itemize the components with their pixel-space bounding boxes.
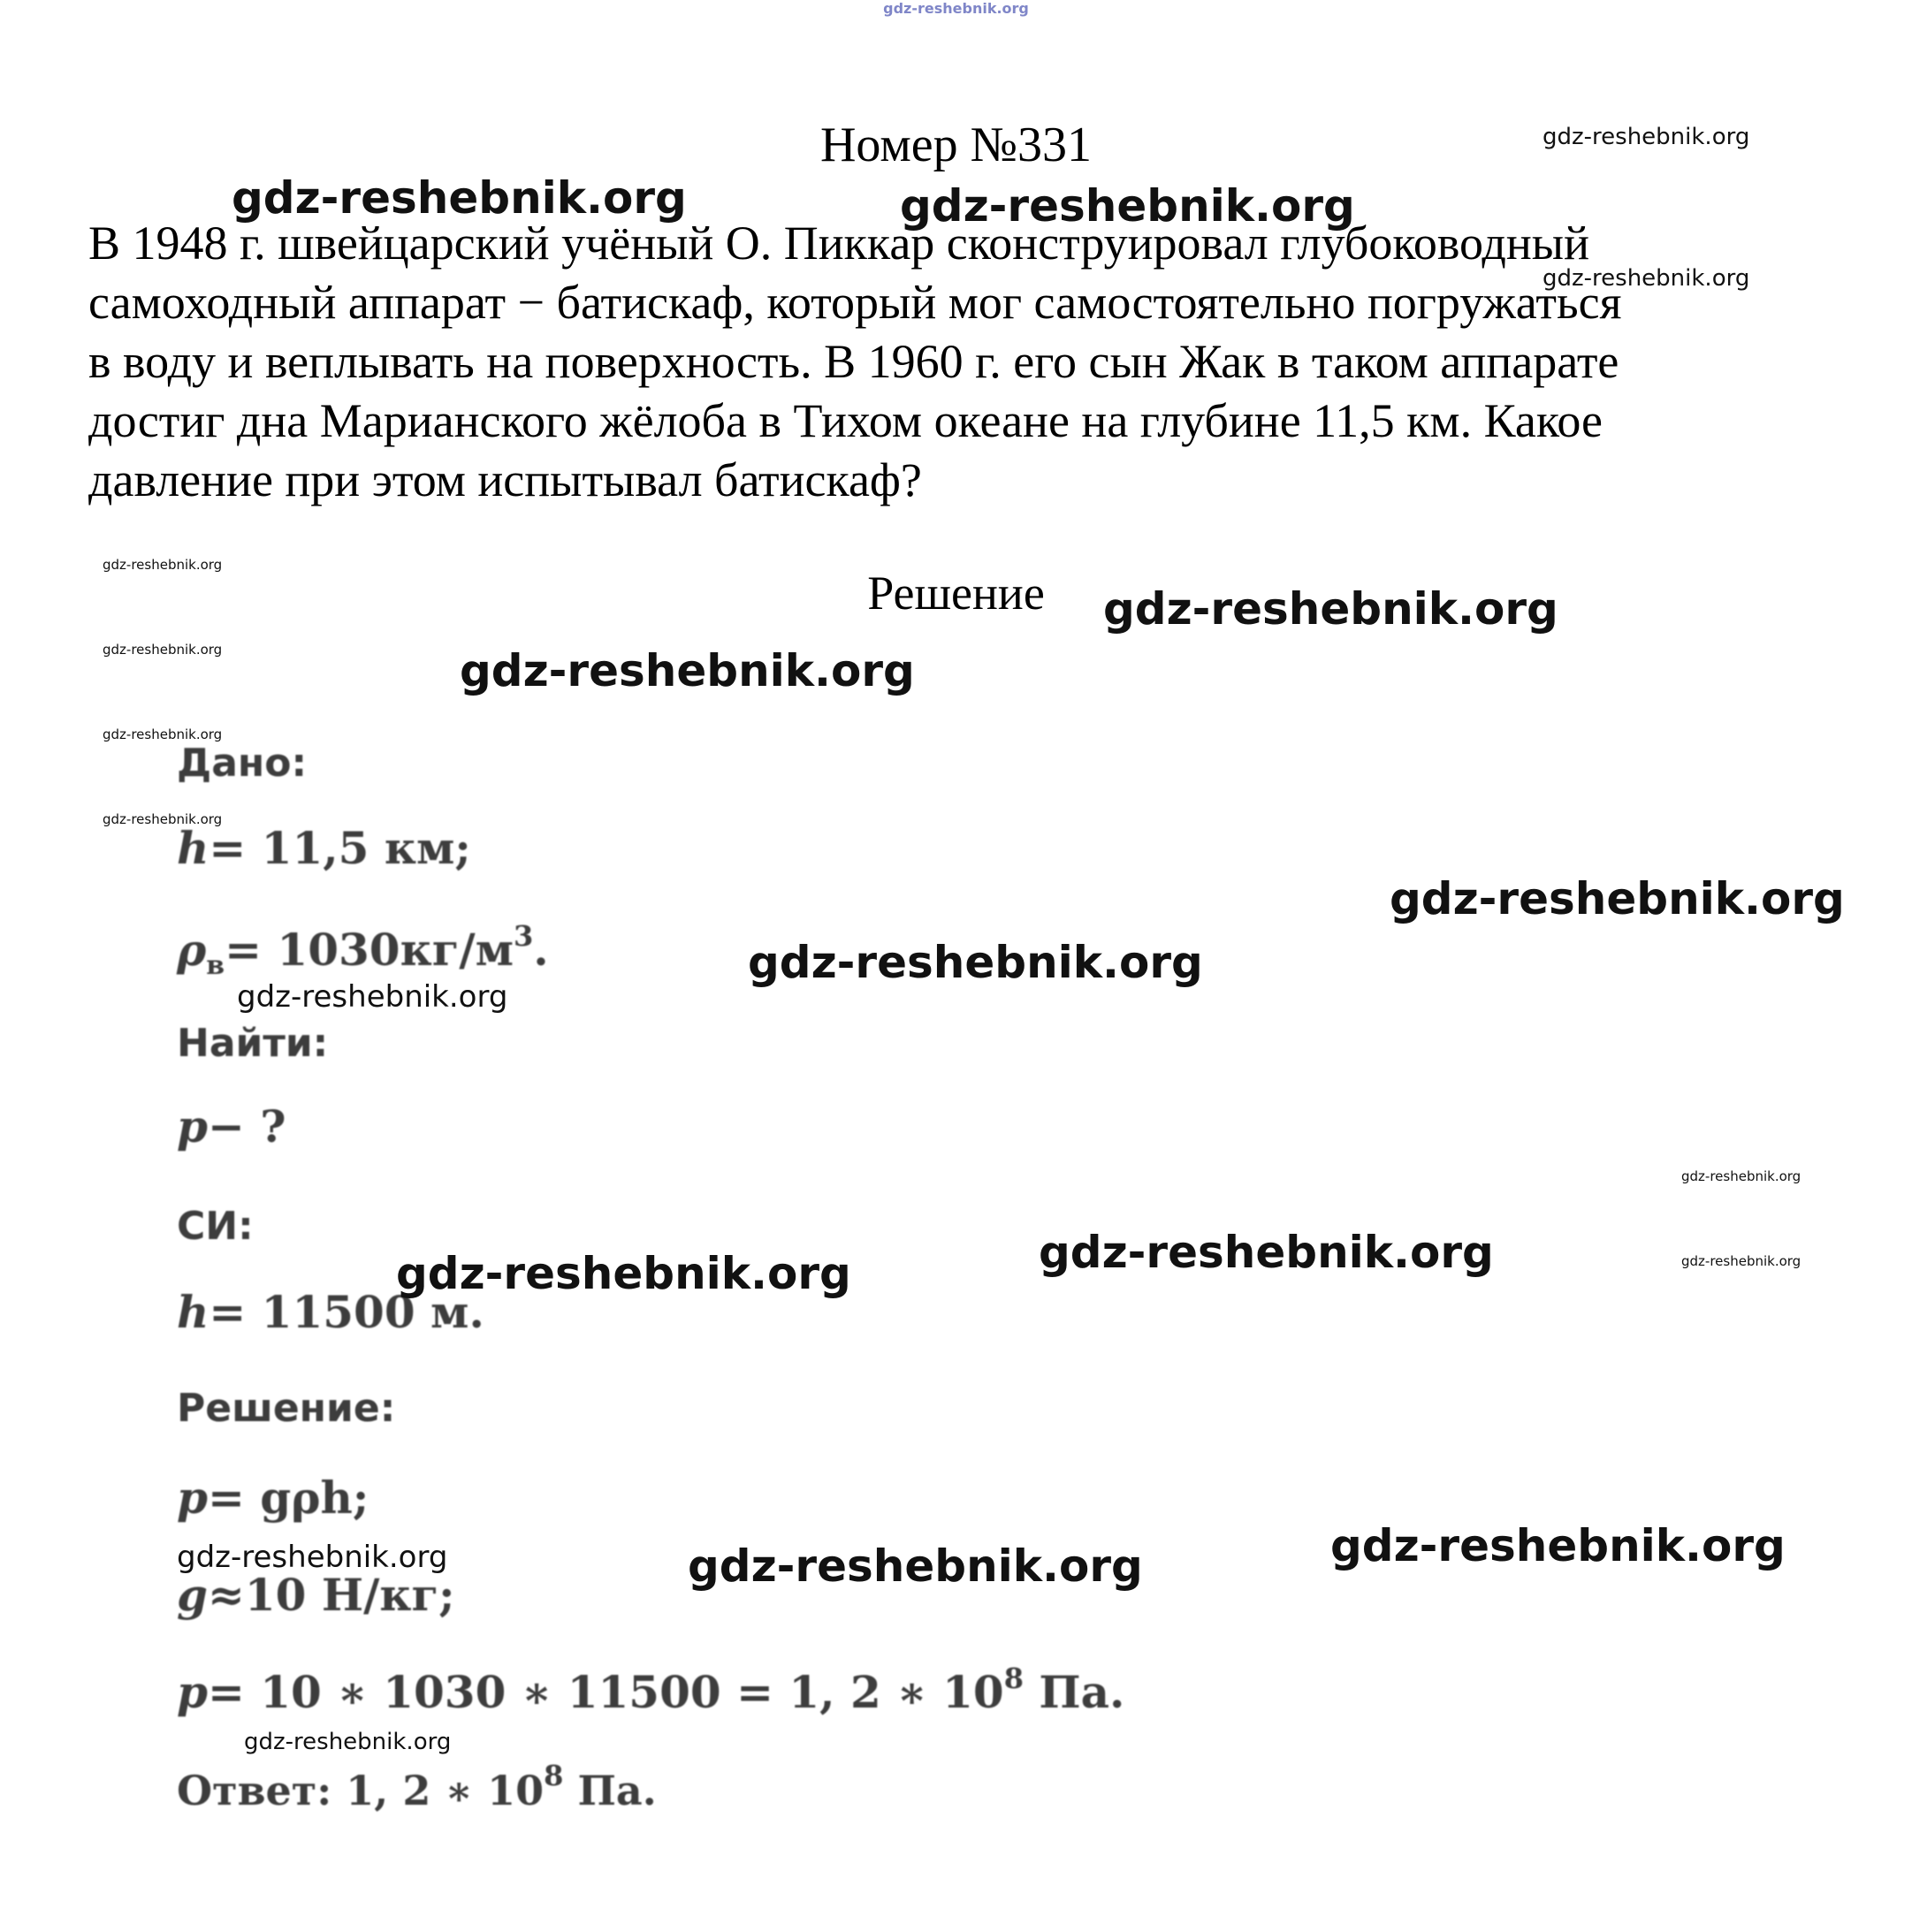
find-label: Найти: <box>177 1021 329 1066</box>
calculation <box>177 1662 1124 1718</box>
problem-line: в воду и веплывать на поверхность. В 1960 г. его сын Жак в таком аппарате <box>88 335 1619 388</box>
formula-p <box>177 1472 369 1524</box>
answer-unit: Па. <box>577 1767 657 1814</box>
problem-line: давление при этом испытывал батискаф? <box>88 453 922 506</box>
watermark: gdz-reshebnik.org <box>103 642 223 658</box>
h-si-value: = 11500 м. <box>209 1286 484 1338</box>
answer-exponent: 8 <box>544 1759 564 1792</box>
watermark: gdz-reshebnik.org <box>1330 1520 1786 1571</box>
symbol-p: p <box>177 1666 208 1718</box>
formula-rhs: = gρh; <box>207 1472 369 1524</box>
rho-value: = 1030кг/м <box>225 924 514 976</box>
top-watermark: gdz-reshebnik.org <box>883 0 1029 17</box>
watermark: gdz-reshebnik.org <box>232 172 687 224</box>
watermark: gdz-reshebnik.org <box>1390 873 1845 924</box>
answer <box>177 1759 657 1814</box>
watermark: gdz-reshebnik.org <box>1543 124 1750 150</box>
symbol-h: h <box>177 822 209 874</box>
watermark: gdz-reshebnik.org <box>244 1729 452 1755</box>
answer-text: Ответ: 1, 2 ∗ 10 <box>177 1767 545 1814</box>
problem-line: В 1948 г. швейцарский учёный О. Пиккар сконструировал глубоководный <box>88 217 1589 270</box>
symbol-p: p <box>177 1472 208 1524</box>
symbol-h: h <box>177 1286 209 1338</box>
watermark: gdz-reshebnik.org <box>1681 1168 1802 1184</box>
problem-line: достиг дна Марианского жёлоба в Тихом океане на глубине 11,5 км. Какое <box>88 394 1603 447</box>
watermark: gdz-reshebnik.org <box>1103 583 1558 635</box>
symbol-g: g <box>177 1569 208 1621</box>
rho-subscript: в <box>206 950 225 981</box>
rho-exponent: 3 <box>514 919 534 953</box>
problem-line: самоходный аппарат − батискаф, который мог самостоятельно погружаться <box>88 276 1622 329</box>
si-label: СИ: <box>177 1204 254 1249</box>
watermark: gdz-reshebnik.org <box>103 557 223 573</box>
symbol-p: p <box>177 1100 208 1152</box>
watermark: gdz-reshebnik.org <box>900 180 1355 232</box>
solution-heading: Решение <box>867 567 1045 620</box>
watermark: gdz-reshebnik.org <box>177 1540 448 1575</box>
watermark: gdz-reshebnik.org <box>1543 265 1750 292</box>
watermark: gdz-reshebnik.org <box>103 811 223 827</box>
watermark: gdz-reshebnik.org <box>237 979 508 1015</box>
given-rho: $\rho_в= 1030кг/м^3$. <box>177 919 549 981</box>
symbol-rho: ρ <box>177 924 207 976</box>
watermark: gdz-reshebnik.org <box>460 645 915 696</box>
watermark: gdz-reshebnik.org <box>1681 1253 1802 1269</box>
find-p <box>177 1100 286 1152</box>
given-label: Дано: <box>177 741 308 786</box>
given-h <box>177 822 471 874</box>
calc-text: = 10 ∗ 1030 ∗ 11500 = 1, 2 ∗ 10 <box>207 1666 1004 1718</box>
watermark: gdz-reshebnik.org <box>748 937 1203 988</box>
watermark: gdz-reshebnik.org <box>1039 1227 1494 1278</box>
problem-text <box>88 214 1821 510</box>
watermark: gdz-reshebnik.org <box>396 1248 851 1299</box>
g-value <box>177 1569 455 1621</box>
h-given-value: = 11,5 км; <box>209 822 471 874</box>
g-value-text: ≈10 Н/кг; <box>207 1569 455 1621</box>
watermark: gdz-reshebnik.org <box>103 726 223 742</box>
page-title: Номер №331 <box>819 118 1093 172</box>
calc-unit: Па. <box>1039 1666 1125 1718</box>
calc-exponent: 8 <box>1003 1662 1024 1695</box>
find-value: − ? <box>207 1100 286 1152</box>
watermark: gdz-reshebnik.org <box>688 1540 1143 1592</box>
solve-label: Решение: <box>177 1386 396 1431</box>
